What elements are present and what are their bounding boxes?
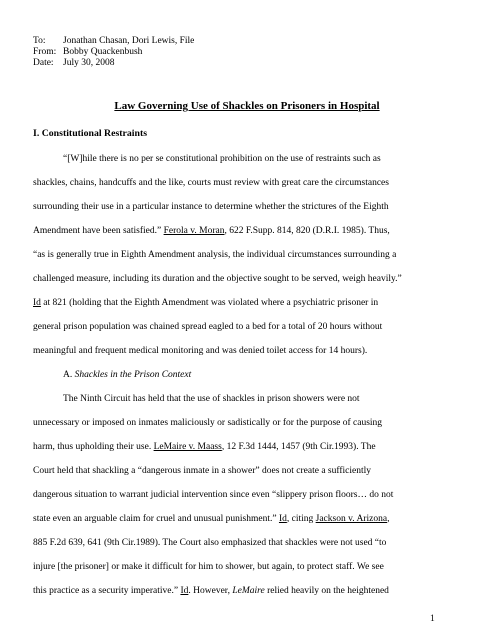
paragraph-line: shackles, chains, handcuffs and the like, courts must review with great care the circumstances bbox=[33, 178, 389, 188]
paragraph-line bbox=[33, 298, 378, 308]
memo-to-label: To: bbox=[33, 36, 46, 46]
case-citation: Id bbox=[180, 586, 189, 596]
memo-to-row bbox=[33, 36, 194, 47]
memo-header bbox=[33, 36, 194, 69]
page-number: 1 bbox=[430, 614, 435, 624]
case-name-italic: LeMaire bbox=[232, 586, 265, 596]
text-run: harm, thus upholding their use. bbox=[33, 442, 154, 452]
paragraph-line bbox=[33, 586, 389, 596]
text-run: , citing bbox=[286, 514, 316, 524]
case-citation: Jackson v. Arizona bbox=[315, 514, 388, 524]
paragraph-line: general prison population was chained spread eagled to a bed for a total of 20 hours without bbox=[33, 322, 383, 332]
memo-from-label: From: bbox=[33, 47, 57, 57]
text-run: relied heavily on the heightened bbox=[264, 586, 389, 596]
memo-date-label: Date: bbox=[33, 58, 54, 68]
paragraph-line: “as is generally true in Eighth Amendment analysis, the individual circumstances surrounding a bbox=[33, 250, 397, 260]
subsection-letter: A. bbox=[63, 370, 75, 380]
paragraph-line: meaningful and frequent medical monitoring and was denied toilet access for 14 hours). bbox=[33, 346, 368, 356]
paragraph-line: dangerous situation to warrant judicial intervention since even “slippery prison floors… do not bbox=[33, 490, 394, 500]
paragraph-line bbox=[33, 442, 376, 452]
paragraph-line: surrounding their use in a particular instance to determine whether the strictures of the Eighth bbox=[33, 202, 389, 212]
document-title: Law Governing Use of Shackles on Prisoners in Hospital bbox=[114, 100, 380, 112]
text-run: Amendment have been satisfied.” bbox=[33, 226, 164, 236]
memo-date-value: July 30, 2008 bbox=[63, 58, 115, 68]
paragraph-line bbox=[33, 226, 390, 236]
text-run: this practice as a security imperative.” bbox=[33, 586, 181, 596]
paragraph-line: challenged measure, including its duration and the objective sought to be served, weigh heavily.” bbox=[33, 274, 402, 284]
case-citation: Id bbox=[278, 514, 287, 524]
text-run: , 622 F.Supp. 814, 820 (D.R.I. 1985). Thus, bbox=[224, 226, 390, 236]
subsection-heading bbox=[63, 370, 191, 380]
paragraph-line: The Ninth Circuit has held that the use of shackles in prison showers were not bbox=[63, 394, 360, 404]
case-citation: Ferola v. Moran bbox=[163, 226, 225, 236]
case-citation: LeMaire v. Maass bbox=[153, 442, 222, 452]
section-heading: I. Constitutional Restraints bbox=[33, 128, 148, 139]
memo-date-row bbox=[33, 58, 194, 69]
paragraph-line: injure [the prisoner] or make it difficult for him to shower, but again, to protect staff. We see bbox=[33, 562, 384, 572]
text-run: state even an arguable claim for cruel and unusual punishment.” bbox=[33, 514, 279, 524]
paragraph-line: “[W]hile there is no per se constitutional prohibition on the use of restraints such as bbox=[63, 154, 381, 164]
text-run: , bbox=[387, 514, 390, 524]
paragraph-line: Court held that shackling a “dangerous inmate in a shower” does not create a sufficiently bbox=[33, 466, 372, 476]
subsection-title: Shackles in the Prison Context bbox=[74, 370, 192, 380]
memo-to-value: Jonathan Chasan, Dori Lewis, File bbox=[63, 36, 195, 46]
case-citation: Id bbox=[33, 298, 41, 308]
text-run: at 821 (holding that the Eighth Amendment was violated where a psychiatric prisoner in bbox=[40, 298, 379, 308]
paragraph-line: 885 F.2d 639, 641 (9th Cir.1989). The Court also emphasized that shackles were not used “to bbox=[33, 538, 387, 548]
memo-from-value: Bobby Quackenbush bbox=[63, 47, 143, 57]
paragraph-line: unnecessary or imposed on inmates maliciously or sadistically or for the purpose of causing bbox=[33, 418, 383, 428]
text-run: . However, bbox=[188, 586, 233, 596]
text-run: , 12 F.3d 1444, 1457 (9th Cir.1993). The bbox=[221, 442, 376, 452]
memo-from-row bbox=[33, 47, 194, 58]
paragraph-line bbox=[33, 514, 389, 524]
